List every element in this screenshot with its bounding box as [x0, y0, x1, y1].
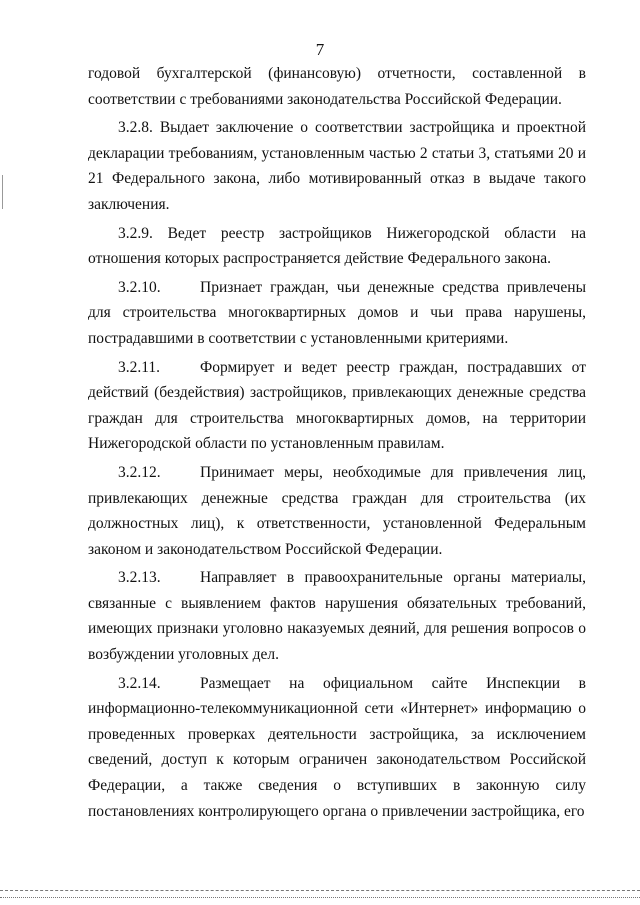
clause-text: Ведет реестр застройщиков Нижегородской области на отношения которых распространяется действие Федерального закона. — [88, 224, 586, 268]
clause-text: Выдает заключение о соответствии застройщика и проектной декларации требованиям, установленным частью 2 статьи 3, статьями 20 и 21 Федерального закона, либо мотивированный отказ в выдаче такого заключения. — [88, 119, 586, 213]
clause-text: Признает граждан, чьи денежные средства привлечены для строительства многоквартирных домов и чьи права нарушены, пострадавшими в соответствии с установленными критериями. — [88, 278, 586, 347]
clause-number: 3.2.12. — [118, 463, 161, 481]
clause-3-2-13 — [88, 565, 586, 667]
clause-number: 3.2.13. — [118, 569, 161, 587]
clause-text: Формирует и ведет реестр граждан, пострадавших от действий (бездействия) застройщиков, привлекающих денежные средства граждан для строительства многоквартирных домов, на территории Нижегородской области по установленным правилам. — [88, 358, 586, 453]
clause-number: 3.2.9. — [118, 224, 153, 242]
clause-number: 3.2.10. — [118, 278, 161, 296]
clause-3-2-8 — [88, 115, 586, 217]
scan-bottom-line — [0, 897, 640, 898]
clause-text: Размещает на официальном сайте Инспекции в информационно-телекоммуникационной сети «Интернет» информацию о проведенных проверках деятельности застройщика, за исключением сведений, доступ к которым ограничен законодательством Российской Федерации, а также сведения о вступивших в законную силу постановлениях контролирующего органа о привлечении застройщика, его — [88, 674, 586, 820]
scan-bottom-line — [0, 890, 640, 891]
clause-text: Направляет в правоохранительные органы материалы, связанные с выявлением фактов нарушения обязательных требований, имеющих признаки уголовно наказуемых деяний, для решения вопросов о возбуждении уголовных дел. — [88, 569, 586, 664]
document-body — [88, 61, 586, 824]
clause-3-2-10 — [88, 275, 586, 352]
clause-3-2-9 — [88, 221, 586, 272]
page-number: 7 — [315, 40, 325, 59]
scan-margin-mark — [2, 175, 3, 209]
clause-number: 3.2.8. — [118, 119, 153, 137]
clause-3-2-11 — [88, 355, 586, 457]
continuation-paragraph: годовой бухгалтерской (финансовую) отчетности, составленной в соответствии с требованиями законодательства Российской Федерации. — [88, 65, 586, 108]
clause-number: 3.2.14. — [118, 674, 161, 692]
clause-3-2-14 — [88, 671, 586, 825]
clause-3-2-12 — [88, 460, 586, 562]
clause-text: Принимает меры, необходимые для привлечения лиц, привлекающих денежные средства граждан для строительства (их должностных лиц), к ответственности, установленной Федеральным законом и законодательством Российской Федерации. — [88, 463, 586, 558]
clause-number: 3.2.11. — [118, 358, 161, 376]
